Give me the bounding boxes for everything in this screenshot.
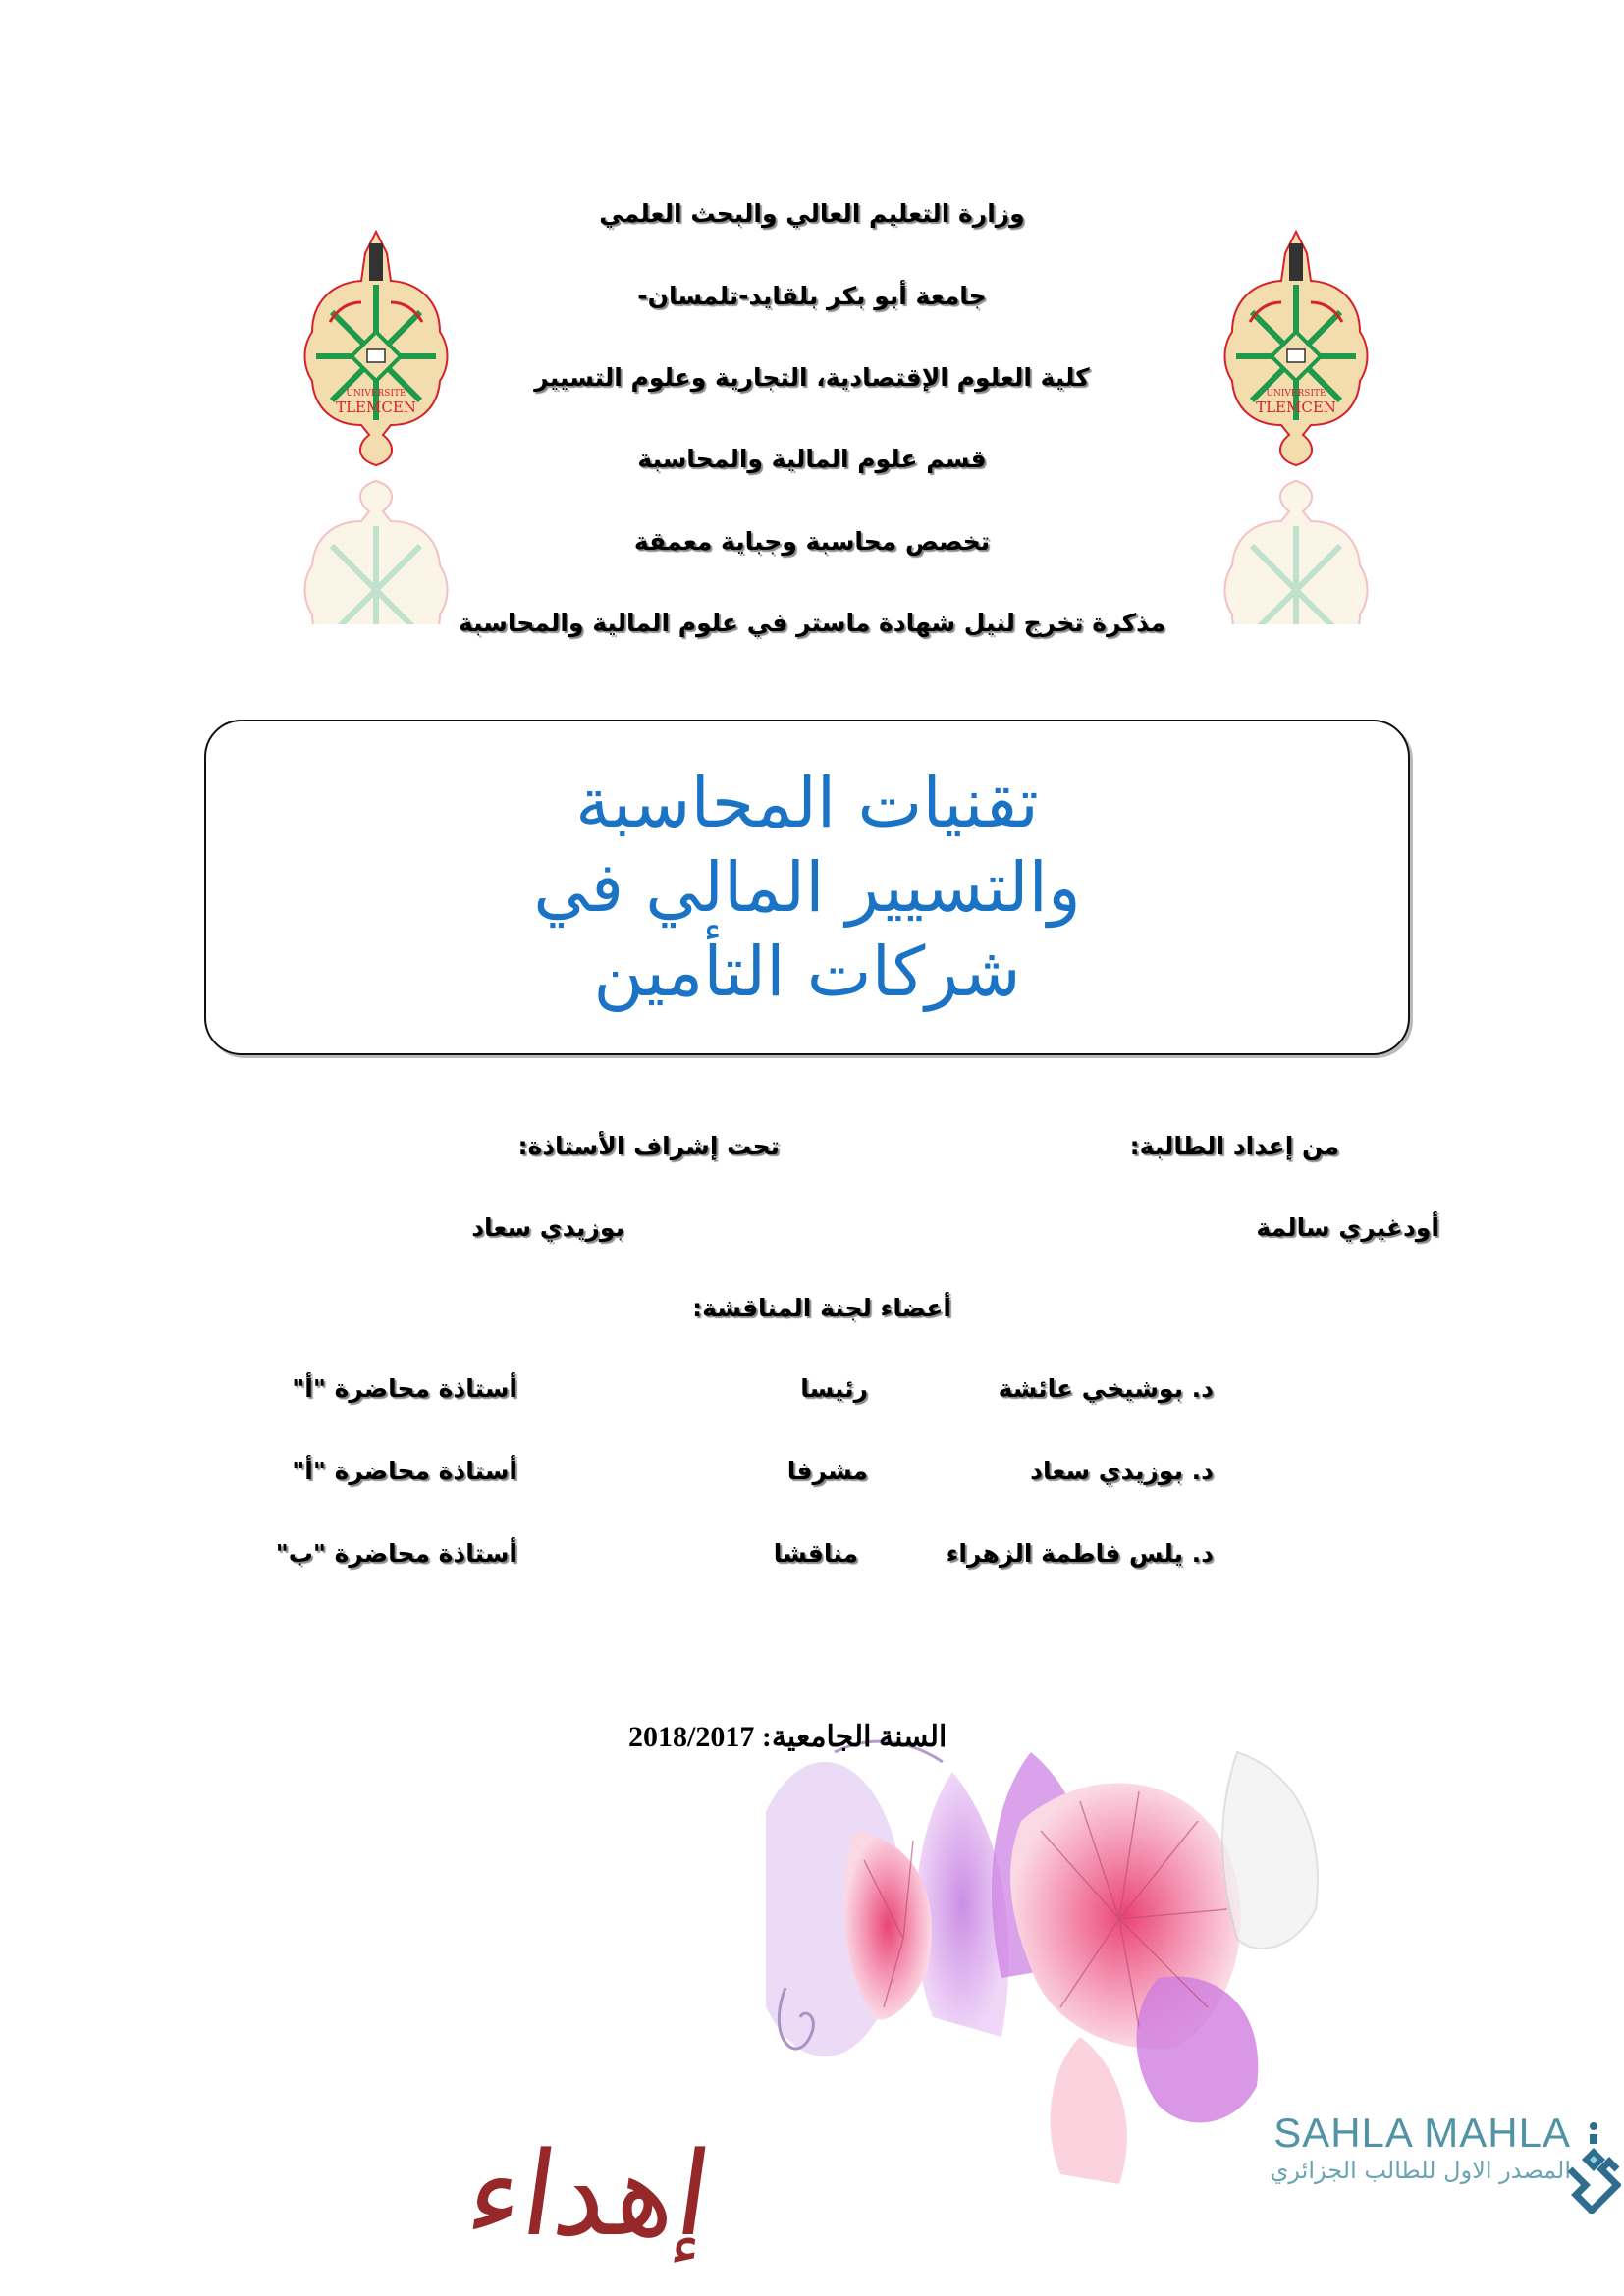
committee-member-role: مناقشا bbox=[773, 1539, 858, 1568]
supervisor-name: بوزيدي سعاد bbox=[471, 1213, 624, 1242]
university-logo-right bbox=[1222, 224, 1370, 656]
committee-member-role: مشرفا bbox=[786, 1457, 868, 1485]
thesis-title-line-2: والتسيير المالي في bbox=[533, 847, 1081, 928]
sahla-mahla-logo-icon bbox=[1566, 2120, 1621, 2214]
svg-text:UNIVERSITE: UNIVERSITE bbox=[346, 389, 406, 399]
svg-text:TLEMCEN: TLEMCEN bbox=[336, 399, 416, 416]
thesis-title-line-3: شركات التأمين bbox=[593, 932, 1021, 1012]
committee-member-rank: أستاذة محاضرة "أ" bbox=[292, 1457, 517, 1485]
tlemcen-emblem-reflection-icon bbox=[302, 477, 450, 624]
thesis-title-line-1: تقنيات المحاسبة bbox=[575, 763, 1039, 843]
thesis-title-box bbox=[204, 720, 1410, 1055]
student-label: من إعداد الطالبة: bbox=[1129, 1132, 1339, 1160]
dedication-heading: إهداء bbox=[459, 2126, 720, 2262]
sahla-mahla-watermark bbox=[1178, 2110, 1571, 2185]
specialty-line: تخصص محاسبة وجباية معمقة bbox=[633, 527, 991, 556]
faculty-line: كلية العلوم الإقتصادية، التجارية وعلوم التسيير bbox=[534, 363, 1090, 392]
tlemcen-emblem-reflection-icon bbox=[1222, 477, 1370, 624]
university-line: جامعة أبو بكر بلقايد-تلمسان- bbox=[637, 282, 987, 310]
academic-year bbox=[628, 1720, 947, 1754]
ministry-line: وزارة التعليم العالي والبحث العلمي bbox=[599, 199, 1025, 228]
committee-label: أعضاء لجنة المناقشة: bbox=[692, 1294, 951, 1322]
tlemcen-emblem-icon bbox=[1222, 224, 1370, 469]
committee-member-rank: أستاذة محاضرة "ب" bbox=[275, 1539, 517, 1568]
committee-member-rank: أستاذة محاضرة "أ" bbox=[292, 1374, 517, 1403]
academic-year-value: 2018/2017 bbox=[628, 1721, 755, 1753]
floral-decoration-image bbox=[766, 1713, 1624, 2296]
committee-member-name: د. بوشيخي عائشة bbox=[998, 1374, 1214, 1403]
tlemcen-emblem-icon bbox=[302, 224, 450, 469]
supervisor-label: تحت إشراف الأستاذة: bbox=[517, 1132, 780, 1160]
committee-member-name: د. يلس فاطمة الزهراء bbox=[946, 1539, 1214, 1568]
committee-member-name: د. بوزيدي سعاد bbox=[1030, 1457, 1214, 1485]
academic-year-label: السنة الجامعية: bbox=[761, 1721, 947, 1753]
watermark-tagline: المصدر الاول للطالب الجزائري bbox=[1270, 2157, 1571, 2184]
committee-member-role: رئيسا bbox=[800, 1374, 868, 1403]
department-line: قسم علوم المالية والمحاسبة bbox=[637, 445, 987, 473]
svg-text:UNIVERSITE: UNIVERSITE bbox=[1266, 389, 1326, 399]
thesis-purpose-line: مذكرة تخرج لنيل شهادة ماستر في علوم المالية والمحاسبة bbox=[458, 609, 1166, 637]
student-name: أودغيري سالمة bbox=[1256, 1213, 1439, 1242]
svg-text:TLEMCEN: TLEMCEN bbox=[1256, 399, 1336, 416]
university-logo-left bbox=[302, 224, 450, 656]
watermark-brand-name: SAHLA MAHLA bbox=[1273, 2109, 1571, 2156]
